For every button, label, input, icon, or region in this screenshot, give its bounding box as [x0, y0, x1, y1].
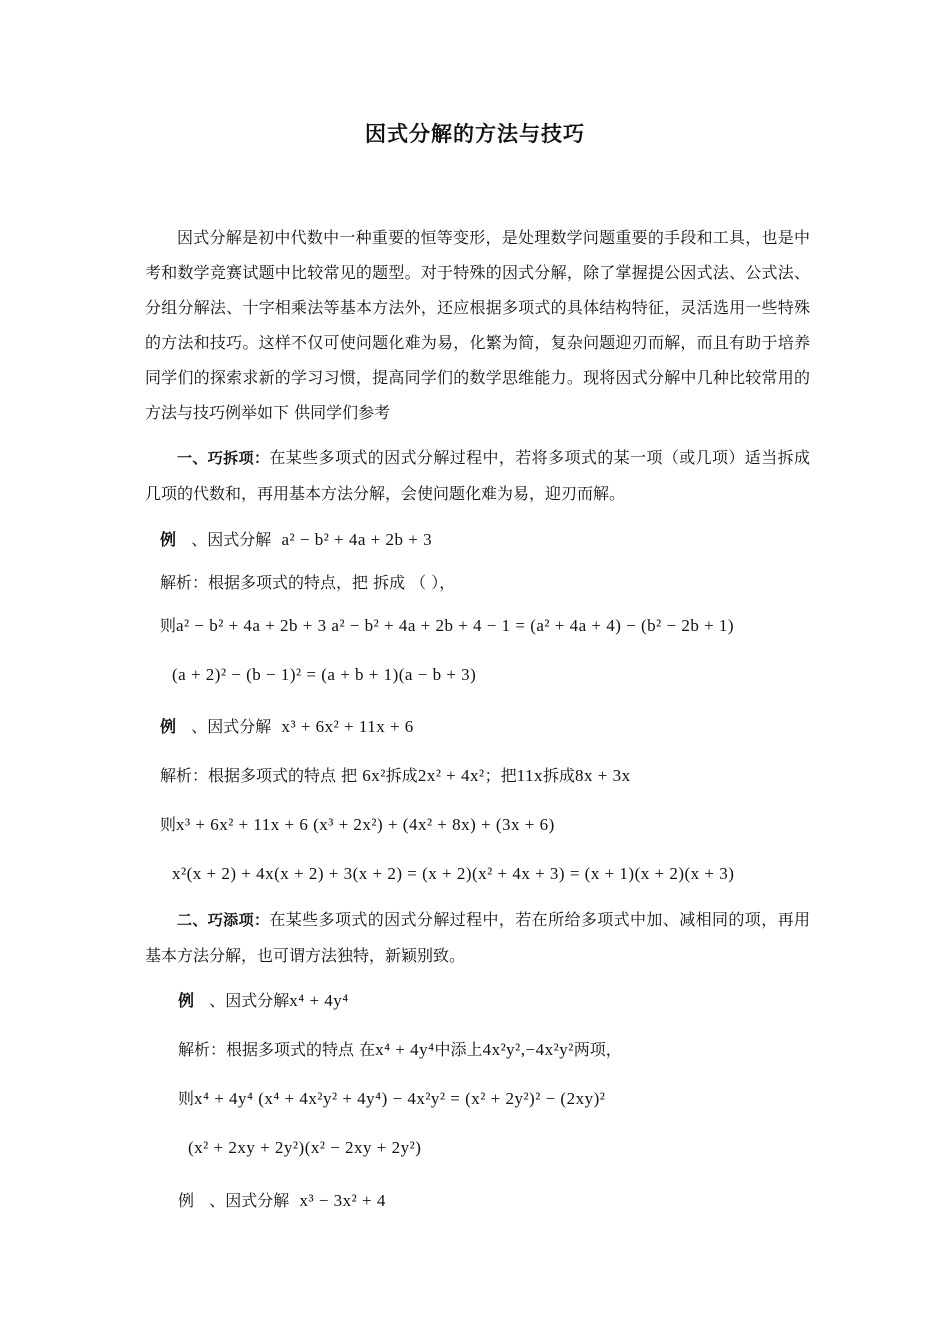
example-expression: x⁴ + 4y⁴	[289, 991, 349, 1010]
step-expression: x³ + 6x² + 11x + 6 (x³ + 2x²) + (4x² + 8x) + (3x + 6)	[176, 815, 555, 834]
example-text: 、因式分解	[209, 1191, 290, 1210]
term-2: 11x	[516, 766, 543, 785]
added-terms: 4x²y²,−4x²y²	[482, 1040, 574, 1059]
example-label: 例	[178, 1191, 195, 1210]
then-label: 则	[178, 1089, 195, 1108]
example-label: 例	[160, 717, 177, 736]
example-text: 、因式分解	[191, 530, 272, 549]
s2-example-1-analysis	[178, 1038, 622, 1062]
section-1-text: 在某些多项式的因式分解过程中，若将多项式的某一项（或几项）适当拆成几项的代数和，再用基本方法分解，会使问题化难为易，迎刃而解。	[145, 448, 810, 503]
term-1: 6x²	[362, 766, 386, 785]
analysis-text: 解析：根据多项式的特点 在	[178, 1040, 376, 1059]
s1-example-1-analysis: 解析：根据多项式的特点，把 拆成 （ ），	[160, 573, 456, 592]
section-2-paragraph	[145, 902, 810, 973]
s2-example-1-step-2: (x² + 2xy + 2y²)(x² − 2xy + 2y²)	[188, 1138, 422, 1157]
s2-example-1	[178, 989, 349, 1013]
s1-example-2-step-1	[160, 813, 555, 837]
example-label: 例	[178, 991, 195, 1010]
expression-in: x⁴ + 4y⁴	[375, 1040, 435, 1059]
s2-example-1-step-1	[178, 1087, 605, 1111]
term-1-split: 2x² + 4x²	[417, 766, 485, 785]
s1-example-2-analysis	[160, 764, 631, 788]
s1-example-2-step-2: x²(x + 2) + 4x(x + 2) + 3(x + 2) = (x + 2)(x² + 4x + 3) = (x + 1)(x + 2)(x + 3)	[172, 864, 735, 883]
s1-example-1	[160, 528, 432, 552]
intro-paragraph: 因式分解是初中代数中一种重要的恒等变形，是处理数学问题重要的手段和工具，也是中考和数学竞赛试题中比较常见的题型。对于特殊的因式分解，除了掌握提公因式法、公式法、分组分解法、十字相乘法等基本方法外，还应根据多项式的具体结构特征，灵活选用一些特殊的方法和技巧。这样不仅可使问题化难为易，化繁为简，复杂问题迎刃而解，而且有助于培养同学们的探索求新的学习习惯，提高同学们的数学思维能力。现将因式分解中几种比较常用的方法与技巧例举如下 供同学们参考	[145, 228, 810, 422]
then-label: 则	[160, 815, 177, 834]
section-1-heading: 一、巧拆项：	[177, 449, 270, 467]
step-expression: a² − b² + 4a + 2b + 3 a² − b² + 4a + 2b + 4 − 1 = (a² + 4a + 4) − (b² − 2b + 1)	[176, 616, 735, 635]
example-expression: x³ − 3x² + 4	[299, 1191, 386, 1210]
example-label: 例	[160, 530, 177, 549]
two-terms-text: 两项，	[573, 1040, 622, 1059]
split-word: 拆成	[385, 766, 418, 785]
page-title: 因式分解的方法与技巧	[365, 122, 585, 146]
s1-example-1-step-2: (a + 2)² − (b − 1)² = (a + b + 1)(a − b + 3)	[172, 665, 477, 684]
semicolon-text: ；把	[484, 766, 517, 785]
analysis-text: 解析：根据多项式的特点 把	[160, 766, 358, 785]
section-2-text: 在某些多项式的因式分解过程中，若在所给多项式中加、减相同的项，再用基本方法分解，也可谓方法独特，新颖别致。	[145, 910, 810, 965]
section-2-heading: 二、巧添项：	[177, 911, 270, 929]
example-expression: a² − b² + 4a + 2b + 3	[281, 530, 433, 549]
s1-example-2	[160, 715, 414, 739]
then-label: 则	[160, 616, 177, 635]
s1-example-1-step-1	[160, 614, 734, 638]
s2-example-2	[178, 1189, 386, 1213]
term-2-split: 8x + 3x	[575, 766, 631, 785]
step-expression: x⁴ + 4y⁴ (x⁴ + 4x²y² + 4y⁴) − 4x²y² = (x² + 2y²)² − (2xy)²	[194, 1089, 606, 1108]
example-text: 、因式分解	[191, 717, 272, 736]
split-word-2: 拆成	[542, 766, 575, 785]
example-text: 、因式分解	[209, 991, 290, 1010]
section-1-paragraph	[145, 440, 810, 511]
example-expression: x³ + 6x² + 11x + 6	[281, 717, 414, 736]
add-word: 中添上	[434, 1040, 483, 1059]
